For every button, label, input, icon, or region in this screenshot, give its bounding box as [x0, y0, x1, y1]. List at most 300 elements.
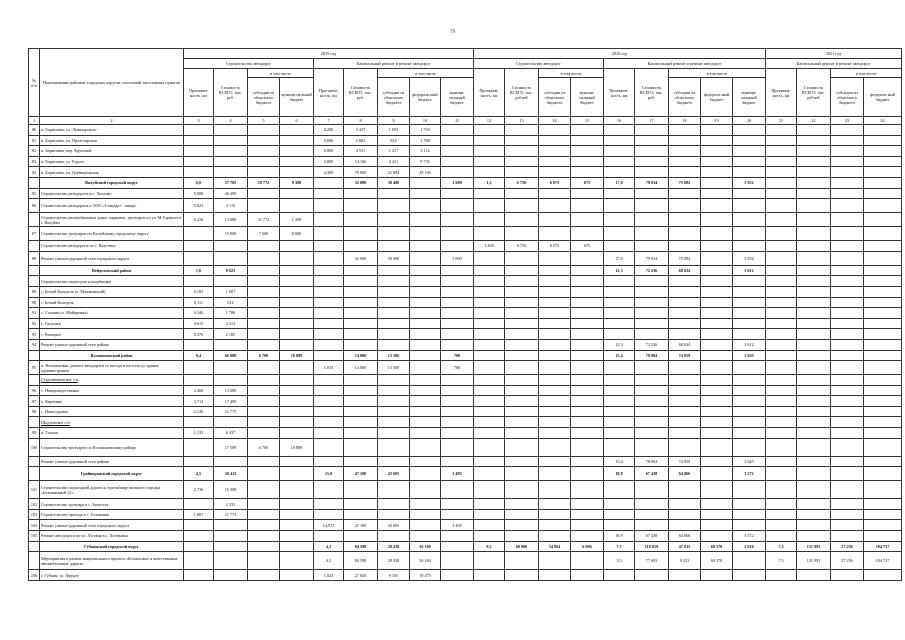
cell-value — [184, 241, 214, 252]
h-subsidy: субсидии из областного бюджета — [378, 78, 410, 117]
cell-value: 0,600 — [314, 135, 344, 146]
cell-value: 77 693 — [635, 552, 669, 570]
cell-value — [378, 499, 410, 510]
cell-value: 2,126 — [184, 406, 214, 417]
cell-value: 74 959 — [669, 456, 701, 467]
cell-value: 30 413 — [214, 467, 248, 481]
cell-value — [344, 339, 378, 350]
cell-value — [701, 241, 733, 252]
cell-value: 72 236 — [635, 265, 669, 276]
cell-value — [766, 339, 797, 350]
cell-value — [474, 531, 505, 542]
cell-value — [344, 396, 378, 407]
row-name: п. Борисовка, ул. Рудого — [40, 156, 184, 167]
table-row — [29, 456, 902, 467]
table-row — [29, 265, 902, 276]
cell-value — [831, 361, 864, 375]
cell-value — [344, 531, 378, 542]
cell-value — [248, 531, 280, 542]
cell-value: 9,2 — [474, 541, 505, 552]
h-subsidy: субсидии из областного бюджета — [669, 78, 701, 117]
cell-value: 6 075 — [539, 241, 571, 252]
row-number: 85 — [29, 188, 40, 199]
cell-value — [766, 428, 797, 439]
cell-value — [831, 265, 864, 276]
cell-value — [701, 520, 733, 531]
cell-value — [248, 329, 280, 340]
cell-value: 15,4 — [604, 350, 635, 361]
cell-value: 18,9 — [604, 531, 635, 542]
cell-value — [669, 375, 701, 386]
cell-value: 0,340 — [184, 308, 214, 319]
cell-value — [539, 385, 571, 396]
cell-value: 1 007 — [214, 286, 248, 297]
cell-value — [831, 509, 864, 520]
cell-value: 4 431 — [378, 156, 410, 167]
cell-value — [184, 520, 214, 531]
cell-value: 84 598 — [344, 552, 378, 570]
cell-value — [378, 318, 410, 329]
cell-value — [733, 417, 766, 428]
cell-value — [831, 396, 864, 407]
cell-value — [280, 396, 314, 407]
cell-value — [214, 570, 248, 581]
cell-value — [733, 276, 766, 287]
cell-value — [831, 135, 864, 146]
cell-value — [797, 396, 831, 407]
cell-value: 13 300 — [378, 361, 410, 375]
cell-value — [797, 570, 831, 581]
cell-value — [505, 509, 539, 520]
cell-value — [344, 438, 378, 456]
cell-value — [831, 227, 864, 241]
cell-value — [410, 297, 441, 308]
cell-value — [474, 552, 505, 570]
h-subsidy: субсидии из областного бюджета — [831, 78, 864, 117]
cell-value — [280, 308, 314, 319]
row-name: Строительство подъездов к кладбищам — [40, 276, 184, 287]
column-number: 20 — [733, 117, 766, 125]
cell-value — [248, 146, 280, 157]
cell-value: 68 370 — [701, 541, 733, 552]
row-name: с. Новорождественка — [40, 385, 184, 396]
cell-value — [280, 241, 314, 252]
cell-value — [248, 428, 280, 439]
cell-value — [505, 396, 539, 407]
header-row-no: № п/п — [29, 49, 40, 117]
cell-value — [864, 361, 902, 375]
cell-value — [604, 396, 635, 407]
cell-value — [797, 339, 831, 350]
cell-value: 60 960 — [505, 541, 539, 552]
cell-value — [410, 286, 441, 297]
cell-value — [378, 241, 410, 252]
cell-value — [184, 456, 214, 467]
cell-value: 64 066 — [669, 467, 701, 481]
cell-value — [539, 520, 571, 531]
cell-value — [539, 276, 571, 287]
cell-value — [280, 570, 314, 581]
cell-value — [669, 241, 701, 252]
table-row — [29, 135, 902, 146]
cell-value — [474, 520, 505, 531]
row-number: 97 — [29, 396, 40, 407]
cell-value — [378, 481, 410, 499]
cell-value — [733, 509, 766, 520]
cell-value — [248, 406, 280, 417]
cell-value — [474, 227, 505, 241]
cell-value — [248, 286, 280, 297]
cell-value — [441, 552, 474, 570]
cell-value: 4,3 — [314, 541, 344, 552]
cell-value — [378, 375, 410, 386]
h-incl: в том числе — [378, 69, 474, 78]
row-name: Шидловское с/п — [40, 417, 184, 428]
row-number: 90 — [29, 297, 40, 308]
cell-value — [505, 361, 539, 375]
cell-value: 2 016 — [733, 541, 766, 552]
cell-value — [505, 375, 539, 386]
cell-value: 67 438 — [635, 467, 669, 481]
cell-value — [669, 385, 701, 396]
row-number: 92 — [29, 318, 40, 329]
cell-value — [701, 276, 733, 287]
cell-value — [766, 276, 797, 287]
cell-value: 6 750 — [505, 241, 539, 252]
cell-value — [797, 417, 831, 428]
row-name: Строительство проезда в с. Головчино — [40, 509, 184, 520]
cell-value — [733, 188, 766, 199]
cell-value — [635, 188, 669, 199]
row-number — [29, 265, 40, 276]
cell-value: 10 889 — [280, 350, 314, 361]
cell-value: 2 602 — [344, 135, 378, 146]
row-number: 91 — [29, 308, 40, 319]
cell-value — [280, 406, 314, 417]
cell-value: 9 308 — [280, 177, 314, 188]
row-name: с. Новосадовка — [40, 406, 184, 417]
table-row — [29, 481, 902, 499]
row-name: Ремонт улично-дорожной сети района — [40, 456, 184, 467]
row-number: 100 — [29, 438, 40, 456]
cell-value — [314, 456, 344, 467]
cell-value — [539, 438, 571, 456]
cell-value: 3 612 — [733, 265, 766, 276]
row-number — [29, 276, 40, 287]
cell-value — [831, 276, 864, 287]
cell-value — [701, 265, 733, 276]
cell-value — [864, 286, 902, 297]
cell-value — [214, 375, 248, 386]
cell-value — [474, 286, 505, 297]
cell-value — [864, 135, 902, 146]
cell-value — [314, 438, 344, 456]
cell-value — [571, 308, 604, 319]
cell-value: 0,111 — [184, 297, 214, 308]
cell-value — [733, 213, 766, 227]
cell-value: 43 605 — [378, 520, 410, 531]
cell-value: 6 700 — [248, 438, 280, 456]
cell-value — [635, 227, 669, 241]
cell-value — [441, 297, 474, 308]
cell-value — [378, 417, 410, 428]
cell-value — [248, 509, 280, 520]
cell-value — [635, 318, 669, 329]
cell-value — [766, 520, 797, 531]
cell-value — [733, 241, 766, 252]
cell-value — [733, 361, 766, 375]
cell-value — [314, 350, 344, 361]
cell-value: 18 475 — [410, 570, 441, 581]
cell-value — [280, 375, 314, 386]
cell-value: 15 000 — [214, 227, 248, 241]
cell-value: 54 864 — [539, 541, 571, 552]
cell-value: 2 333 — [214, 499, 248, 510]
cell-value — [214, 361, 248, 375]
row-number: 84 — [29, 167, 40, 178]
cell-value — [314, 396, 344, 407]
cell-value — [280, 135, 314, 146]
cell-value — [474, 428, 505, 439]
cell-value — [797, 456, 831, 467]
cell-value: 9 355 — [378, 570, 410, 581]
cell-value — [314, 251, 344, 265]
cell-value — [505, 297, 539, 308]
cell-value — [314, 286, 344, 297]
cell-value — [864, 456, 902, 467]
table-row — [29, 199, 902, 213]
cell-value — [474, 146, 505, 157]
cell-value — [474, 499, 505, 510]
cell-value: 5,008 — [184, 188, 214, 199]
cell-value — [378, 276, 410, 287]
row-name: с. Саловка (х. Майоровка) — [40, 308, 184, 319]
cell-value — [280, 481, 314, 499]
cell-value: 1,815 — [314, 361, 344, 375]
table-row — [29, 297, 902, 308]
cell-value — [571, 339, 604, 350]
cell-value — [701, 499, 733, 510]
cell-value — [214, 541, 248, 552]
cell-value — [441, 417, 474, 428]
row-name: с. Ровецкое — [40, 329, 184, 340]
cell-value — [733, 375, 766, 386]
cell-value — [344, 297, 378, 308]
cell-value — [797, 199, 831, 213]
cell-value: 7 000 — [248, 227, 280, 241]
cell-value — [864, 339, 902, 350]
cell-value: 75 082 — [669, 177, 701, 188]
cell-value — [474, 481, 505, 499]
cell-value — [766, 146, 797, 157]
cell-value: 27 256 — [831, 552, 864, 570]
cell-value — [635, 570, 669, 581]
cell-value — [184, 146, 214, 157]
cell-value — [539, 167, 571, 178]
row-number: 83 — [29, 156, 40, 167]
cell-value — [701, 385, 733, 396]
cell-value — [344, 286, 378, 297]
row-name: п. Борисовка, ул. Луначарского — [40, 125, 184, 136]
cell-value — [864, 428, 902, 439]
cell-value — [604, 125, 635, 136]
cell-value — [314, 177, 344, 188]
cell-value: 72 236 — [635, 339, 669, 350]
cell-value: 104 737 — [864, 541, 902, 552]
h-municipal: муници-пальный бюджет — [571, 78, 604, 117]
cell-value — [604, 481, 635, 499]
cell-value — [831, 156, 864, 167]
cell-value — [831, 297, 864, 308]
cell-value: 15,4 — [604, 456, 635, 467]
cell-value — [701, 481, 733, 499]
cell-value: 17 490 — [214, 396, 248, 407]
cell-value — [410, 385, 441, 396]
cell-value — [635, 276, 669, 287]
cell-value — [701, 135, 733, 146]
cell-value — [539, 467, 571, 481]
cell-value — [314, 308, 344, 319]
cell-value — [474, 375, 505, 386]
cell-value — [733, 297, 766, 308]
cell-value: 131 993 — [797, 541, 831, 552]
cell-value — [280, 509, 314, 520]
cell-value — [378, 396, 410, 407]
cell-value: 9 735 — [410, 156, 441, 167]
cell-value — [184, 375, 214, 386]
cell-value — [539, 251, 571, 265]
cell-value — [505, 251, 539, 265]
h-incl: в том числе — [248, 69, 314, 78]
cell-value: 3 114 — [410, 146, 441, 157]
cell-value — [797, 213, 831, 227]
cell-value — [766, 308, 797, 319]
cell-value — [184, 361, 214, 375]
cell-value — [474, 276, 505, 287]
table-row — [29, 213, 902, 227]
cell-value — [864, 227, 902, 241]
cell-value: 612 — [214, 297, 248, 308]
cell-value — [797, 531, 831, 542]
cell-value — [441, 481, 474, 499]
table-row — [29, 428, 902, 439]
table-row — [29, 350, 902, 361]
cell-value — [604, 308, 635, 319]
cell-value — [864, 375, 902, 386]
cell-value — [864, 177, 902, 188]
cell-value: 70 000 — [344, 167, 378, 178]
row-number: 101 — [29, 481, 40, 499]
h-length: Протяжен-ность, км — [474, 69, 505, 117]
row-number — [29, 552, 40, 570]
cell-value — [766, 241, 797, 252]
cell-value — [248, 481, 280, 499]
cell-value: 32 000 — [344, 251, 378, 265]
row-name: с. Белый Колодезь — [40, 297, 184, 308]
cell-value — [474, 329, 505, 340]
cell-value — [733, 135, 766, 146]
column-number: 3 — [184, 117, 214, 125]
cell-value — [410, 531, 441, 542]
cell-value — [184, 570, 214, 581]
cell-value — [505, 135, 539, 146]
column-number: 11 — [441, 117, 474, 125]
h-federal: федераль-ный бюджет — [701, 78, 733, 117]
cell-value: 75 082 — [669, 251, 701, 265]
row-name: Строительство автодороги в с. Хохлово — [40, 188, 184, 199]
cell-value: 17,0 — [604, 251, 635, 265]
cell-value — [669, 146, 701, 157]
header-2020-repair: Капитальный ремонт и ремонт автодорог — [604, 59, 766, 69]
cell-value — [539, 361, 571, 375]
cell-value — [766, 509, 797, 520]
cell-value — [248, 265, 280, 276]
h-incl: в том числе — [669, 69, 766, 78]
row-number — [29, 417, 40, 428]
cell-value — [410, 361, 441, 375]
cell-value — [184, 251, 214, 265]
cell-value — [669, 329, 701, 340]
cell-value — [864, 213, 902, 227]
cell-value — [797, 241, 831, 252]
cell-value: 48 106 — [410, 167, 441, 178]
cell-value — [571, 385, 604, 396]
column-number: 16 — [604, 117, 635, 125]
cell-value — [505, 481, 539, 499]
row-name: Строительство автодороги по с. Ватутино — [40, 241, 184, 252]
cell-value — [539, 350, 571, 361]
row-name: Строительство автомобильных дорог, парковок, тротуаров по ул. М.Горького в г. Валуйки — [40, 213, 184, 227]
row-number: 99 — [29, 428, 40, 439]
row-name: п. Волоконовка, ремонт автодороги от въезда в поселок до здания администрации — [40, 361, 184, 375]
cell-value — [248, 318, 280, 329]
column-number: 15 — [571, 117, 604, 125]
cell-value — [701, 417, 733, 428]
cell-value — [604, 417, 635, 428]
cell-value — [214, 531, 248, 542]
cell-value: 1 600 — [441, 177, 474, 188]
cell-value — [474, 265, 505, 276]
cell-value — [733, 481, 766, 499]
cell-value: 10 889 — [280, 438, 314, 456]
cell-value — [701, 406, 733, 417]
cell-value — [797, 499, 831, 510]
cell-value — [604, 406, 635, 417]
cell-value — [831, 406, 864, 417]
cell-value: 56 160 — [410, 541, 441, 552]
row-number: 81 — [29, 135, 40, 146]
cell-value — [344, 276, 378, 287]
cell-value: 3 372 — [733, 467, 766, 481]
cell-value: 14 166 — [344, 156, 378, 167]
cell-value — [410, 499, 441, 510]
cell-value: 131 993 — [797, 552, 831, 570]
cell-value — [410, 318, 441, 329]
h-cost: Стоимость ВСЕГО, тыс. руб. — [214, 69, 248, 117]
cell-value: 3 952 — [733, 177, 766, 188]
cell-value — [441, 385, 474, 396]
cell-value — [474, 361, 505, 375]
cell-value — [571, 361, 604, 375]
cell-value: 11 775 — [214, 406, 248, 417]
cell-value — [733, 385, 766, 396]
cell-value — [248, 361, 280, 375]
cell-value — [505, 199, 539, 213]
row-name: Строительство автодороги к ООО «Стандарт - пища» — [40, 199, 184, 213]
cell-value — [797, 481, 831, 499]
cell-value — [733, 406, 766, 417]
cell-value — [410, 456, 441, 467]
